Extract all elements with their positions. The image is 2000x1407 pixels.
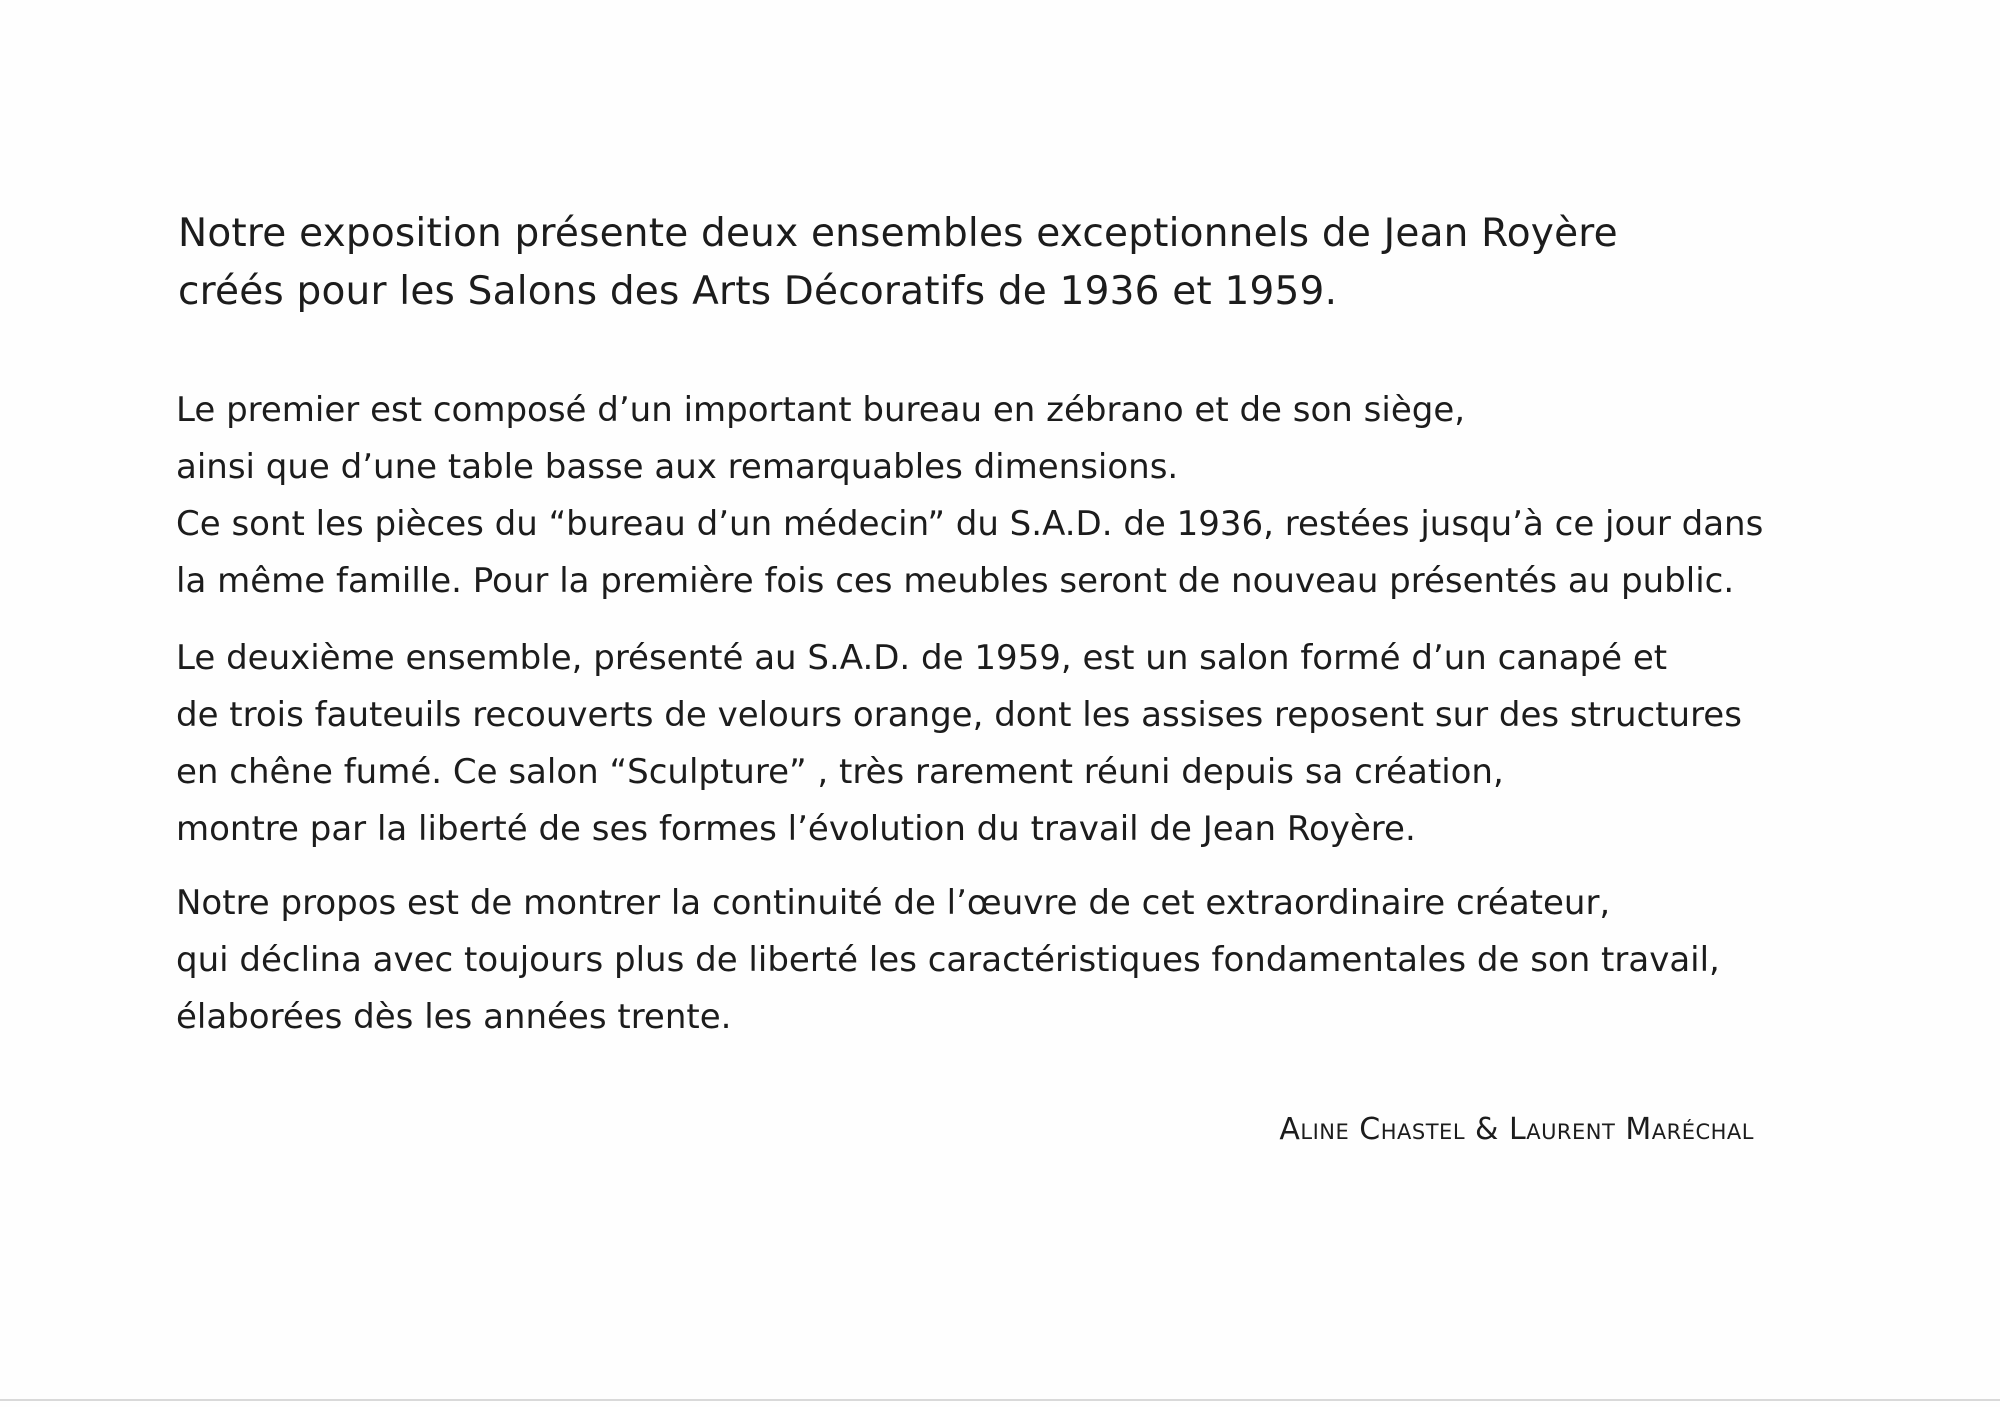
paragraph-purpose (176, 875, 1936, 1046)
intro-line: Notre exposition présente deux ensembles exceptionnels de Jean Royère (178, 211, 1618, 256)
paragraph-first-ensemble (176, 382, 1936, 610)
paragraph-line: montre par la liberté de ses formes l’évolution du travail de Jean Royère. (176, 809, 1416, 849)
intro-heading (178, 205, 1878, 321)
paragraph-line: élaborées dès les années trente. (176, 997, 732, 1037)
paragraph-line: ainsi que d’une table basse aux remarquables dimensions. (176, 447, 1179, 487)
paragraph-line: de trois fauteuils recouverts de velours orange, dont les assises reposent sur des structures (176, 695, 1742, 735)
paragraph-line: Le deuxième ensemble, présenté au S.A.D. de 1959, est un salon formé d’un canapé et (176, 638, 1668, 678)
paragraph-line: en chêne fumé. Ce salon “Sculpture” , très rarement réuni depuis sa création, (176, 752, 1504, 792)
paragraph-line: Notre propos est de montrer la continuité de l’œuvre de cet extraordinaire créateur, (176, 883, 1611, 923)
paragraph-line: Le premier est composé d’un important bureau en zébrano et de son siège, (176, 390, 1466, 430)
scan-edge-divider (0, 1399, 2000, 1401)
paragraph-line: qui déclina avec toujours plus de liberté les caractéristiques fondamentales de son travail, (176, 940, 1720, 980)
paragraph-second-ensemble (176, 630, 1936, 858)
paragraph-line: la même famille. Pour la première fois ces meubles seront de nouveau présentés au public. (176, 561, 1735, 601)
signature: Aline Chastel & Laurent Maréchal (1279, 1112, 1754, 1147)
intro-line: créés pour les Salons des Arts Décoratifs de 1936 et 1959. (178, 269, 1338, 314)
paragraph-line: Ce sont les pièces du “bureau d’un médecin” du S.A.D. de 1936, restées jusqu’à ce jour dans (176, 504, 1764, 544)
